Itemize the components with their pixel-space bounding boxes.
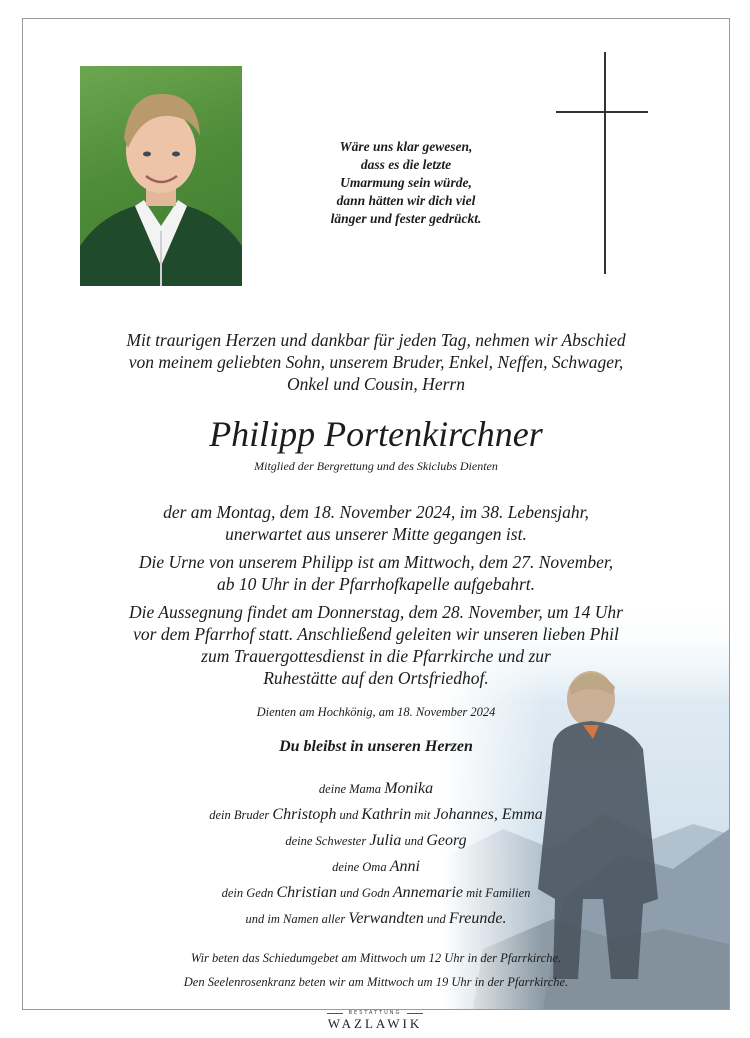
family-line: deine Mama Monika [318,780,434,797]
urn-paragraph: Die Urne von unserem Philipp ist am Mittwoch, dem 27. November, ab 10 Uhr in der Pfarrhofkapelle aufgebahrt. [138,552,614,594]
cross-icon [556,52,648,274]
place-date: Dienten am Hochkönig, am 18. November 2024 [256,705,496,719]
portrait-photo [80,66,242,286]
death-notice-paragraph: der am Montag, dem 18. November 2024, im 38. Lebensjahr, unerwartet aus unserer Mitte gegangen ist. [163,502,589,544]
family-line: dein Gedn Christian und Godn Annemarie mit Familien [221,884,531,901]
funeral-home-logo: BESTATTUNG WAZLAWIK [327,1010,423,1031]
family-line: deine Schwester Julia und Georg [285,832,467,849]
membership-line: Mitglied der Bergrettung und des Skiclubs Dienten [254,459,498,473]
memorial-quote: Wäre uns klar gewesen, dass es die letzte Umarmung sein würde, dann hätten wir dich viel länger und fester gedrückt. [330,139,482,226]
announcement-intro: Mit traurigen Herzen und dankbar für jeden Tag, nehmen wir Abschied von meinem geliebten Sohn, unserem Bruder, Enkel, Neffen, Schwager, Onkel und Cousin, Herrn [126,330,626,394]
family-line: deine Oma Anni [332,858,420,875]
deceased-name: Philipp Portenkirchner [209,414,543,454]
prayer-notice: Wir beten das Schiedumgebet am Mittwoch um 12 Uhr in der Pfarrkirche. [190,951,562,965]
obituary-card [22,18,730,1010]
ceremony-paragraph: Die Aussegnung findet am Donnerstag, dem 28. November, um 14 Uhr vor dem Pfarrhof statt. Anschließend geleiten wir unseren lieben Phil zum Trauergottesdienst in die Pfarrkirche und zur Ruhestätte auf den Ortsfriedhof. [128,602,623,688]
family-line: und im Namen aller Verwandten und Freunde. [245,910,507,927]
family-line: dein Bruder Christoph und Kathrin mit Johannes, Emma [209,806,543,823]
prayer-notice: Den Seelenrosenkranz beten wir am Mittwoch um 19 Uhr in der Pfarrkirche. [183,975,569,989]
motto: Du bleibst in unseren Herzen [279,738,473,755]
